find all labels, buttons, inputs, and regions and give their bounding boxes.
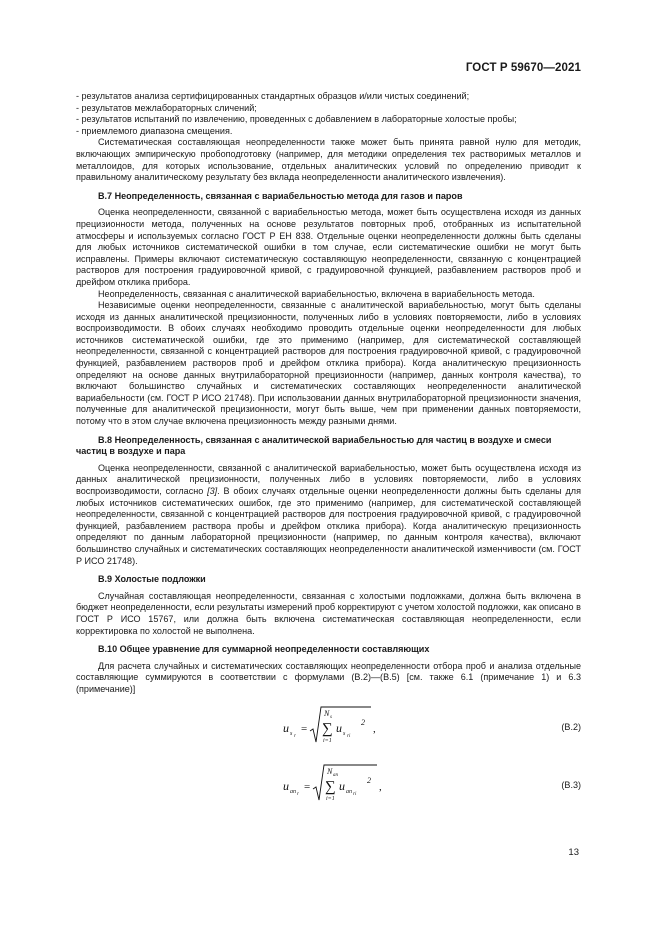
- equation-number: (В.2): [561, 721, 581, 732]
- power: 2: [361, 717, 365, 727]
- formula-b2-graphic: [281, 702, 411, 752]
- svg-text:,: ,: [373, 722, 376, 735]
- svg-text:=: =: [301, 722, 308, 735]
- list-item: - результатов анализа сертифицированных стандартных образцов и/или чистых соединений;: [76, 91, 470, 101]
- reference-link: [3]: [207, 486, 218, 496]
- formula-b3-graphic: [281, 760, 411, 808]
- formula-lhs: u: [283, 778, 289, 793]
- sum-term-sub2: ri: [347, 733, 351, 739]
- formula-lhs-sub2: r: [297, 791, 299, 797]
- section-heading-b7: В.7 Неопределенность, связанная с вариабельностью метода для газов и паров: [98, 190, 463, 201]
- page-content: [76, 91, 581, 810]
- formula-lhs: u: [283, 720, 289, 735]
- sum-term-sub: s: [343, 730, 346, 737]
- sum-upper: N: [327, 766, 333, 776]
- section-heading-b9: В.9 Холостые подложки: [98, 574, 206, 585]
- sum-lower: i=1: [323, 737, 332, 744]
- sum-upper-sub: s: [330, 714, 332, 720]
- formula-b3: [76, 760, 581, 810]
- list-item: - приемлемого диапазона смещения.: [76, 125, 233, 136]
- power: 2: [367, 775, 371, 785]
- sum-term-sub: an: [346, 788, 352, 795]
- paragraph: Для расчета случайных и систематических составляющих неопределенности отбора проб и анализа отдельные составляющие суммируются в соответствии с формулами (В.2)—(В.5) [см. также 6.1 (примечание 1) и 6.3 (примечание)]: [76, 660, 581, 694]
- formula-lhs-sub2: r: [294, 733, 296, 739]
- paragraph: Случайная составляющая неопределенности, связанная с холостыми подложками, должна быть включена в бюджет неопределенности, если результаты измерений проб корректируют с учетом холостой подложки, как описано в ГОСТ Р ИСО 15767, или должна быть включена систематическая составляющая неопределенности, если корректировка по холостой не выполнена.: [76, 590, 581, 636]
- formula-lhs-sub: s: [290, 730, 293, 737]
- sum-upper: N: [324, 708, 330, 718]
- page-number: 13: [568, 847, 579, 858]
- sum-term-sub2: ri: [353, 791, 357, 797]
- paragraph: [76, 463, 581, 567]
- paragraph-text: Оценка неопределенности, связанной с аналитической вариабельностью, может быть осуществлена исходя из данных аналитической прецизионности, полученных либо в условиях повторяемости, либо в условиях воспроизводимости, согласно: [76, 462, 581, 496]
- list-item: - результатов межлабораторных сличений;: [76, 102, 257, 113]
- sum-upper-sub: an: [333, 772, 338, 778]
- paragraph-text: . В обоих случаях отдельные оценки неопределенности должны быть сделаны для любых источников систематических ошибок, где это применимо (например, для систематической составляющей неопределенности, связанной с концентрацией растворов для построения градуировочной кривой, с градуировочной функцией, разбавлением раствора пробы и дрейфом отклика прибора). Когда аналитическую прецизионность определяют по данным лабораторной прецизионности (например, по данным контроля качества), включают большинство случайных и систематических составляющих неопределенности аналитической изменчивости (см. ГОСТ Р ИСО 21748).: [76, 486, 581, 566]
- paragraph: Неопределенность, связанная с аналитической вариабельностью, включена в вариабельность метода.: [98, 288, 535, 299]
- sum-term: u: [336, 720, 342, 735]
- sum-sign: ∑: [325, 778, 336, 795]
- svg-text:,: ,: [379, 780, 382, 793]
- sum-lower: i=1: [326, 795, 335, 802]
- section-heading-b8: В.8 Неопределенность, связанная с аналитической вариабельностью для частиц в воздухе и смеси частиц в воздухе и пара: [76, 434, 552, 457]
- sources-list: [76, 91, 581, 137]
- paragraph: Систематическая составляющая неопределенности также может быть принята равной нулю для методик, включающих эмпирическую пробоподготовку (например, для методики определения тех растворимых металлов и металлоидов, для которых использование, отдельных аналитических условий по определению приводит к правильному аналитическому результату без вклада неопределенности аналитического извлечения).: [76, 137, 581, 183]
- document-header: ГОСТ Р 59670—2021: [465, 62, 581, 74]
- sum-sign: ∑: [322, 720, 333, 737]
- paragraph: Независимые оценки неопределенности, связанные с аналитической вариабельностью, могут быть сделаны исходя из данных аналитической прецизионности, полученных либо в условиях повторяемости, либо в условиях воспроизводимости. В обоих случаях необходимо проводить отдельные оценки неопределенности для любых источников систематической ошибки, где это применимо (например, для систематической составляющей неопределенности, связанной с концентрацией растворов для построения градуировочной кривой, с градуировочной функцией, разбавлением растворов проб и дрейфом отклика прибора). Когда аналитическую прецизионность определяют на основе данных внутрилабораторной прецизионности (например, данных контроля качества), то включают большинство случайных и систематических составляющих неопределенности аналитической вариабельности (см. ГОСТ Р ИСО 21748). При использовании данных внутрилабораторной прецизионности значения, полученные для аналитической прецизионности, могут быть выше, чем при применении данных повторяемости, потому что в этом случае включена прецизионность между разными днями.: [76, 300, 581, 427]
- formula-b2: [76, 702, 581, 760]
- list-item: - результатов испытаний по извлечению, проведенных с добавлением в лабораторные холостые пробы;: [76, 114, 517, 125]
- svg-text:=: =: [304, 780, 311, 793]
- formula-lhs-sub: an: [290, 788, 296, 795]
- paragraph: Оценка неопределенности, связанной с вариабельностью метода, может быть осуществлена исходя из данных прецизионности метода, полученных на основе результатов повторных проб, отобранных из испытательной атмосферы и используемых согласно ГОСТ Р ЕН 838. Отдельные оценки неопределенности должны быть сделаны для любых источников систематической ошибки в том случае, если систематические ошибки не могут быть исправлены. Примеры включают систематическую составляющую неопределенности, связанную с концентрацией растворов для построения градуировочной кривой, с градуировочной функцией, разбавлением растворов проб и дрейфом отклика прибора.: [76, 207, 581, 287]
- equation-number: (В.3): [561, 779, 581, 790]
- sum-term: u: [339, 778, 345, 793]
- section-heading-b10: В.10 Общее уравнение для суммарной неопределенности составляющих: [98, 644, 430, 655]
